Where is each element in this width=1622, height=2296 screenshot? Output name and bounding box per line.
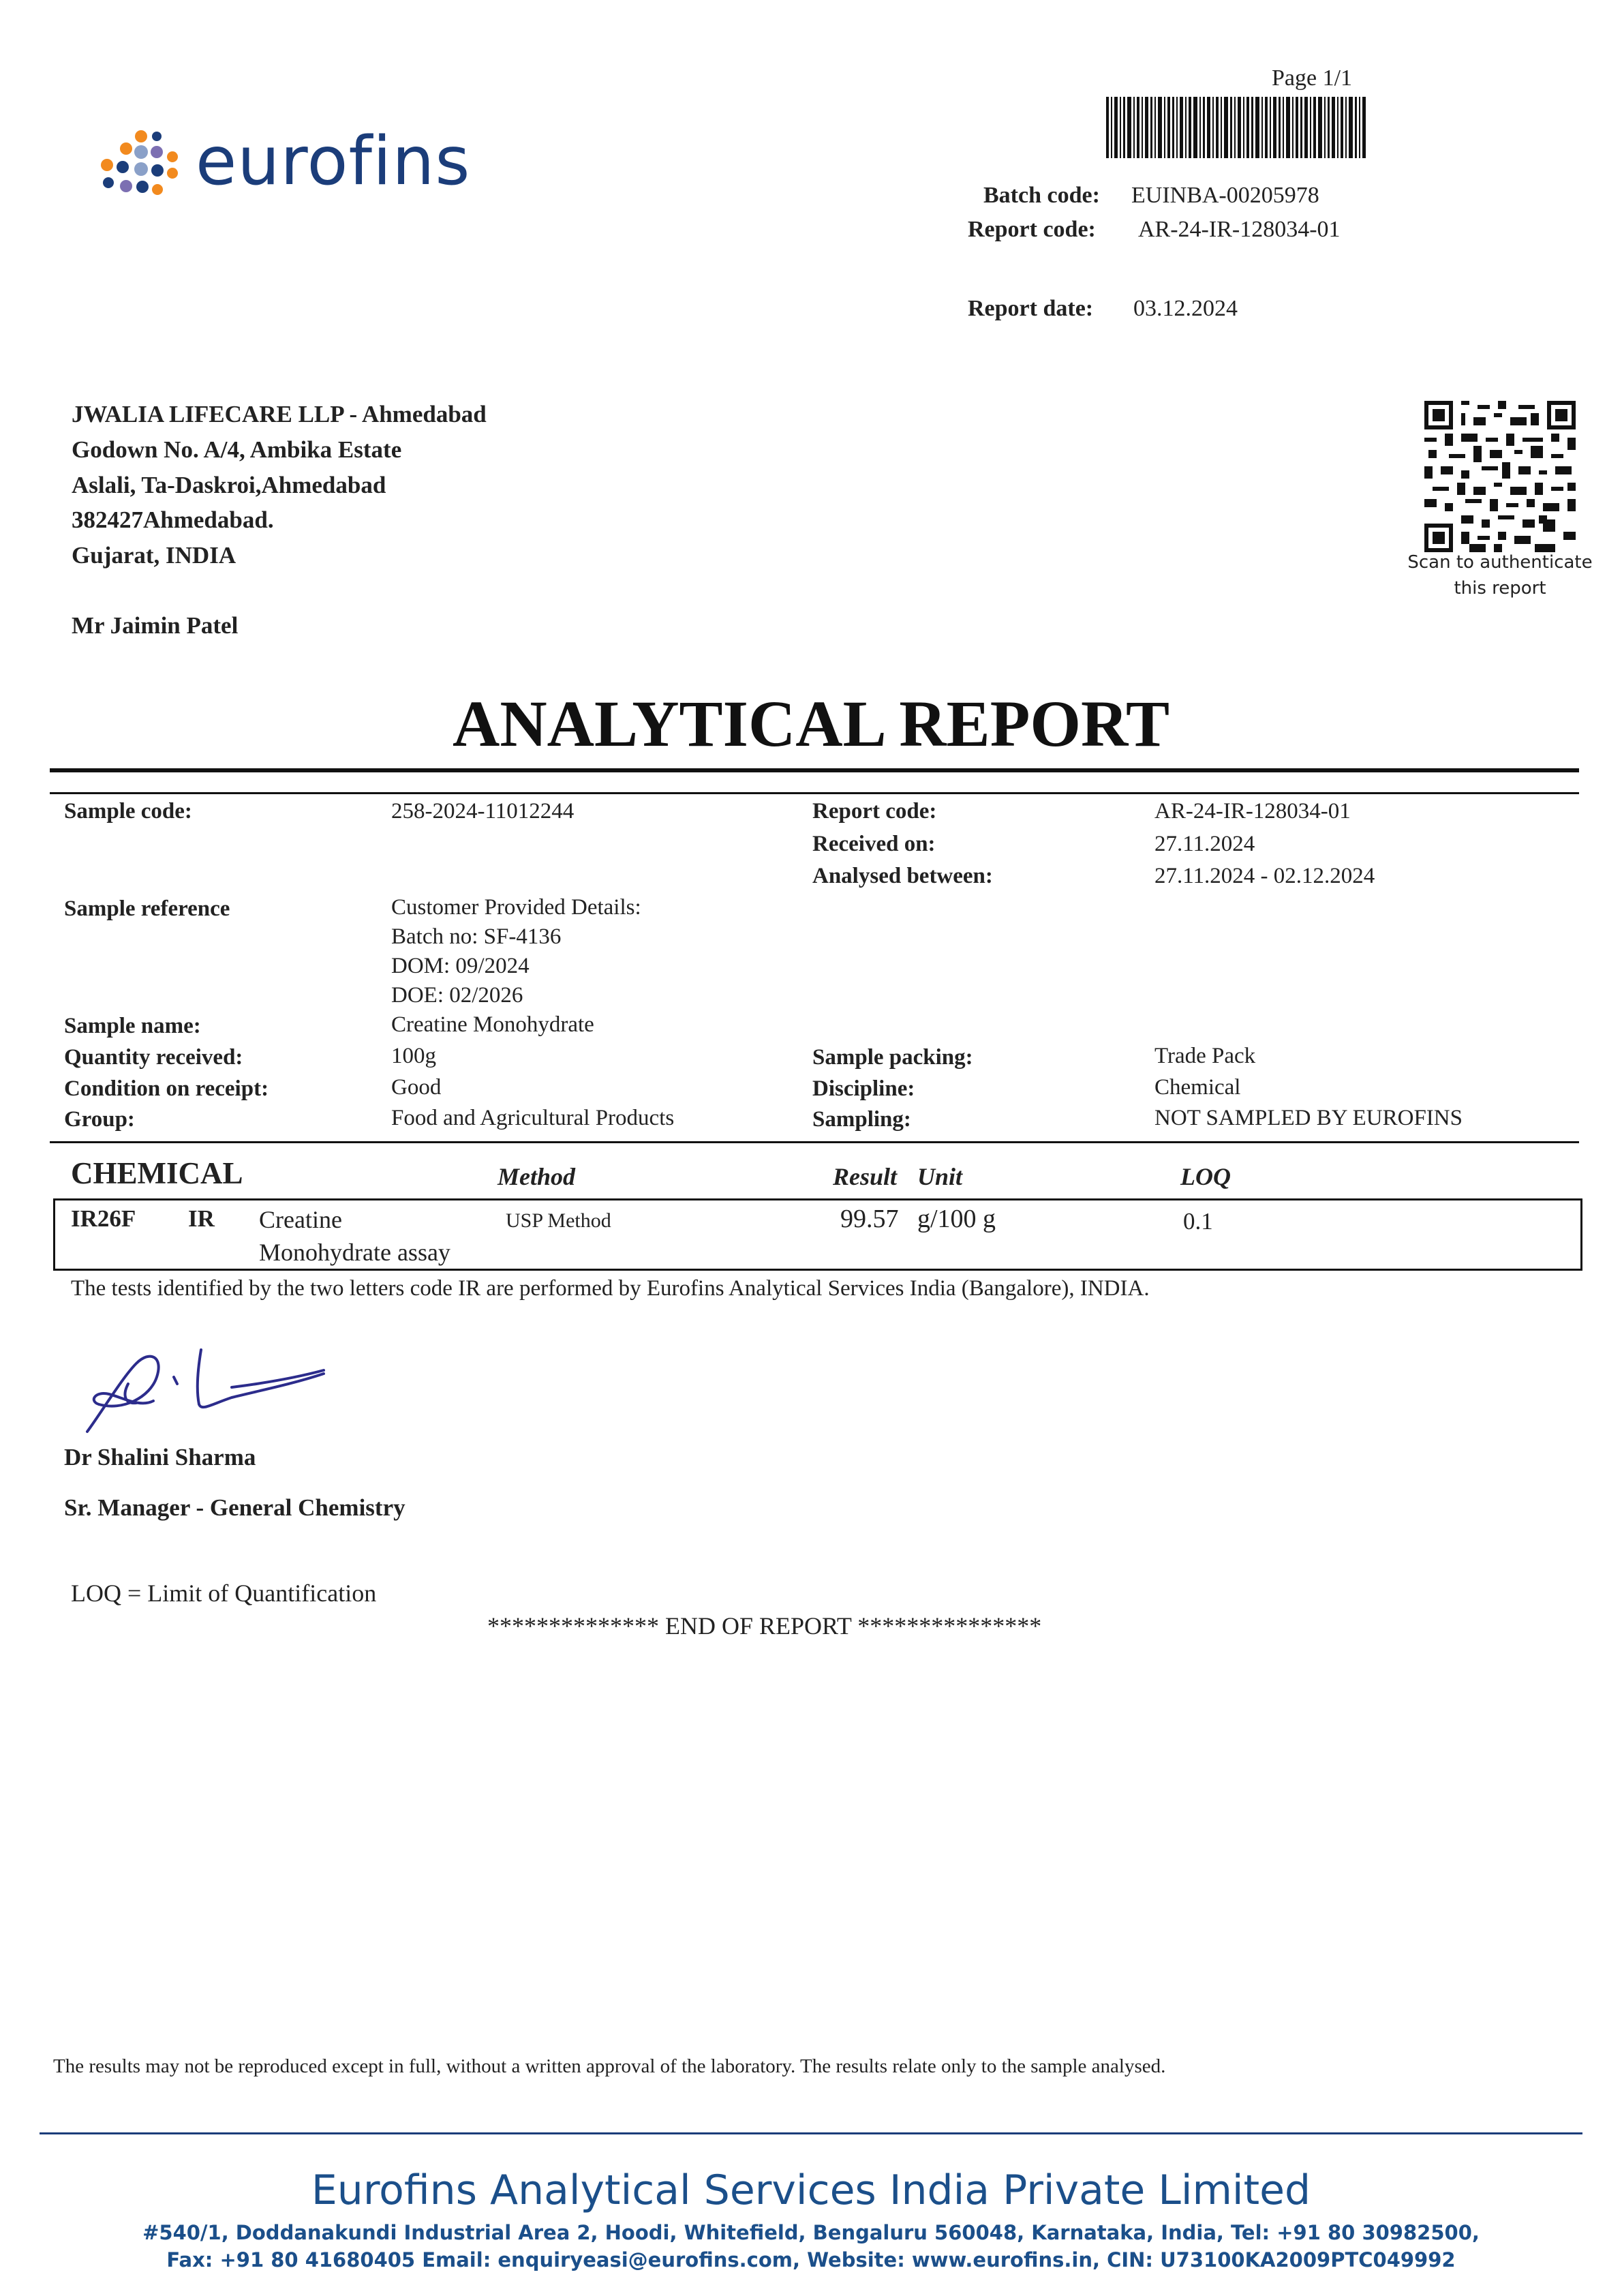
- sample-name-value: Creatine Monohydrate: [391, 1012, 594, 1037]
- result-unit: g/100 g: [917, 1205, 996, 1233]
- discipline-value: Chemical: [1154, 1075, 1241, 1100]
- packing-label: Sample packing:: [812, 1045, 973, 1070]
- test-name-line1: Creatine: [259, 1206, 342, 1233]
- test-method: USP Method: [506, 1209, 611, 1232]
- column-loq: LOQ: [1180, 1163, 1231, 1190]
- test-name-line2: Monohydrate assay: [259, 1239, 450, 1266]
- signatory-title: Sr. Manager - General Chemistry: [64, 1494, 406, 1521]
- address-line: JWALIA LIFECARE LLP - Ahmedabad: [72, 401, 487, 427]
- batch-code-value: EUINBA-00205978: [1131, 183, 1319, 208]
- condition-value: Good: [391, 1075, 442, 1100]
- footer-rule: [40, 2132, 1582, 2134]
- sample-reference-line: DOM: 09/2024: [391, 954, 530, 978]
- sample-name-label: Sample name:: [64, 1014, 201, 1038]
- discipline-label: Discipline:: [812, 1076, 915, 1101]
- received-on-value: 27.11.2024: [1154, 832, 1255, 856]
- address-line: 382427Ahmedabad.: [72, 507, 274, 533]
- sample-reference-label: Sample reference: [64, 896, 230, 921]
- report-code-value: AR-24-IR-128034-01: [1154, 799, 1351, 824]
- sample-reference-line: Batch no: SF-4136: [391, 924, 562, 949]
- footer-address-line2: Fax: +91 80 41680405 Email: enquiryeasi@eurofins.com, Website: www.eurofins.in, CIN: U73100KA2009PTC049992: [166, 2248, 1456, 2271]
- column-method: Method: [498, 1163, 576, 1190]
- contact-person: Mr Jaimin Patel: [72, 612, 239, 639]
- report-code-value: AR-24-IR-128034-01: [1138, 217, 1341, 242]
- lab-code: IR: [188, 1205, 215, 1232]
- group-value: Food and Agricultural Products: [391, 1106, 675, 1130]
- report-title: ANALYTICAL REPORT: [453, 687, 1169, 760]
- report-date-label: Report date:: [968, 296, 1094, 321]
- result-value: 99.57: [840, 1205, 899, 1233]
- footer-company: Eurofins Analytical Services India Private Limited: [311, 2166, 1311, 2214]
- title-rule: [50, 768, 1579, 772]
- footer-address-line1: #540/1, Doddanakundi Industrial Area 2, Hoodi, Whitefield, Bengaluru 560048, Karnataka, India, Tel: +91 80 30982500,: [142, 2221, 1480, 2244]
- batch-code-label: Batch code:: [983, 183, 1100, 208]
- report-code-label: Report code:: [812, 799, 937, 824]
- received-on-label: Received on:: [812, 832, 936, 856]
- sample-bottom-rule: [50, 1141, 1579, 1143]
- qr-code-icon[interactable]: [1424, 401, 1576, 552]
- group-label: Group:: [64, 1107, 135, 1132]
- disclaimer: The results may not be reproduced except in full, without a written approval of the laboratory. The results relate only to the sample analysed.: [53, 2055, 1166, 2077]
- report-code-label: Report code:: [968, 217, 1096, 242]
- analysed-between-label: Analysed between:: [812, 864, 993, 888]
- address-line: Gujarat, INDIA: [72, 542, 236, 569]
- quantity-value: 100g: [391, 1044, 436, 1068]
- brand-name: eurofins: [196, 123, 471, 200]
- lab-note: The tests identified by the two letters code IR are performed by Eurofins Analytical Services India (Bangalore), INDIA.: [71, 1276, 1150, 1301]
- qr-caption-line1: Scan to authenticate: [1407, 552, 1593, 573]
- loq-definition: LOQ = Limit of Quantification: [71, 1580, 377, 1607]
- address-line: Aslali, Ta-Daskroi,Ahmedabad: [72, 472, 386, 498]
- sampling-value: NOT SAMPLED BY EUROFINS: [1154, 1106, 1463, 1130]
- qr-caption-line2: this report: [1454, 578, 1546, 599]
- sample-reference-line: DOE: 02/2026: [391, 983, 523, 1008]
- packing-value: Trade Pack: [1154, 1044, 1256, 1068]
- quantity-label: Quantity received:: [64, 1045, 243, 1070]
- end-of-report: ************** END OF REPORT ***************: [487, 1612, 1042, 1640]
- result-loq: 0.1: [1183, 1208, 1213, 1235]
- sample-top-rule: [50, 792, 1579, 794]
- signatory-name: Dr Shalini Sharma: [64, 1444, 256, 1470]
- sample-code-label: Sample code:: [64, 799, 192, 824]
- barcode-icon: [1106, 97, 1368, 158]
- signature-icon: [75, 1336, 334, 1438]
- eurofins-logo-icon: [99, 130, 181, 201]
- address-line: Godown No. A/4, Ambika Estate: [72, 436, 402, 463]
- condition-label: Condition on receipt:: [64, 1076, 269, 1101]
- sampling-label: Sampling:: [812, 1107, 911, 1132]
- sample-code-value: 258-2024-11012244: [391, 799, 575, 824]
- report-date-value: 03.12.2024: [1133, 296, 1238, 321]
- sample-reference-line: Customer Provided Details:: [391, 895, 641, 920]
- test-code: IR26F: [71, 1205, 136, 1232]
- column-result: Result: [833, 1163, 898, 1190]
- analysed-between-value: 27.11.2024 - 02.12.2024: [1154, 864, 1375, 888]
- section-heading: CHEMICAL: [71, 1156, 243, 1190]
- page-number: Page 1/1: [1272, 65, 1353, 91]
- column-unit: Unit: [917, 1163, 963, 1190]
